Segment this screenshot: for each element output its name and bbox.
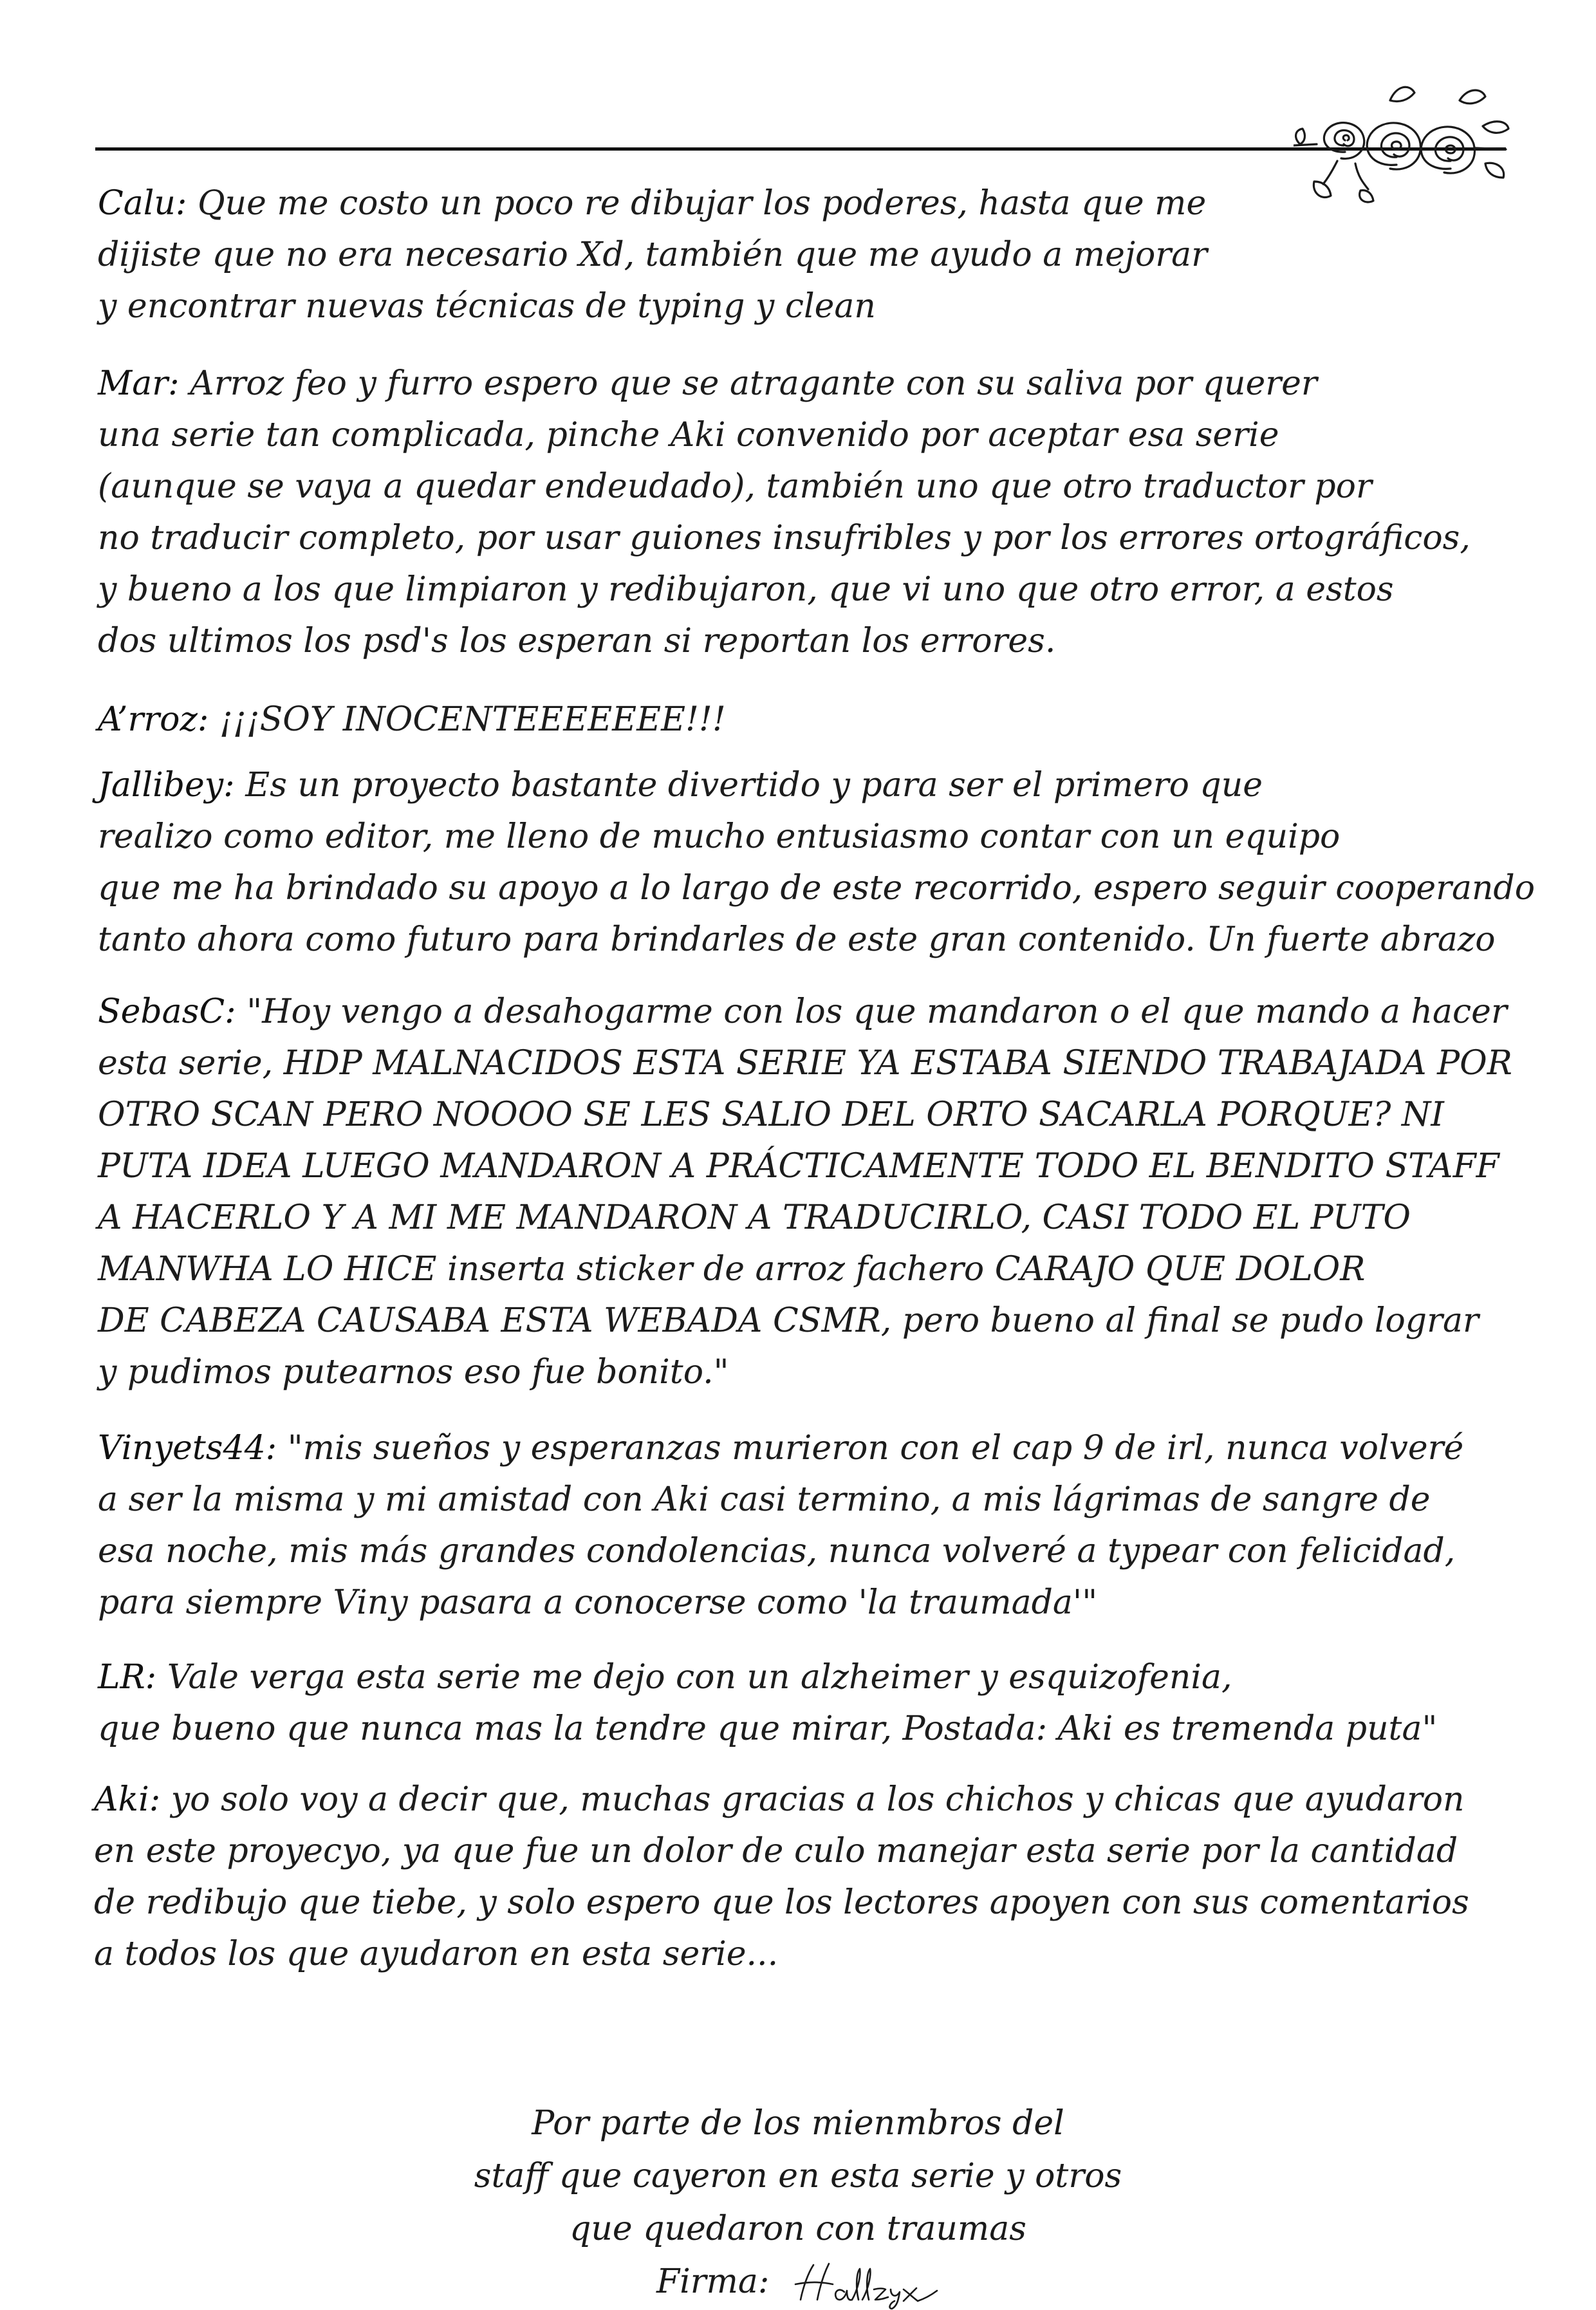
credit-entry-aki bbox=[94, 1774, 1510, 1980]
credit-text: Vale verga esta serie me dejo con un alzheimer y esquizofenia, bbox=[156, 1658, 1232, 1697]
credit-text: "Hoy vengo a desahogarme con los que mandaron o el que mando a hacer bbox=[236, 992, 1507, 1031]
credit-text: MANWHA LO HICE inserta sticker de arroz fachero CARAJO QUE DOLOR bbox=[98, 1250, 1366, 1289]
signature-line bbox=[412, 2255, 1184, 2310]
closing-line: que quedaron con traumas bbox=[570, 2210, 1026, 2248]
signature-label: Firma: bbox=[656, 2262, 770, 2301]
credit-text: "mis sueños y esperanzas murieron con el cap 9 de irl, nunca volveré bbox=[277, 1429, 1464, 1467]
credit-text: una serie tan complicada, pinche Aki convenido por aceptar esa serie bbox=[98, 416, 1279, 454]
credit-text: en este proyecyo, ya que fue un dolor de culo manejar esta serie por la cantidad bbox=[94, 1832, 1458, 1870]
credit-text: DE CABEZA CAUSABA ESTA WEBADA CSMR, pero bueno al final se pudo lograr bbox=[98, 1301, 1479, 1340]
credit-name: A’rroz: bbox=[98, 700, 209, 739]
credit-text: y bueno a los que limpiaron y redibujaron, que vi uno que otro error, a estos bbox=[98, 570, 1394, 609]
handwritten-signature bbox=[792, 2259, 940, 2310]
credit-text: Que me costo un poco re dibujar los poderes, hasta que me bbox=[187, 184, 1207, 223]
credit-entry-mar bbox=[98, 358, 1514, 667]
credit-text: yo solo voy a decir que, muchas gracias a los chichos y chicas que ayudaron bbox=[160, 1780, 1465, 1819]
credit-text: Arroz feo y furro espero que se atragante con su saliva por querer bbox=[179, 364, 1317, 403]
credit-text: que me ha brindado su apoyo a lo largo de este recorrido, espero seguir cooperando bbox=[98, 869, 1536, 908]
credit-text: ¡¡¡SOY INOCENTEEEEEEE!!! bbox=[209, 700, 726, 739]
credit-name: Calu: bbox=[98, 184, 187, 223]
credit-text: (aunque se vaya a quedar endeudado), también uno que otro traductor por bbox=[98, 467, 1372, 506]
credit-text: A HACERLO Y A MI ME MANDARON A TRADUCIRLO, CASI TODO EL PUTO bbox=[98, 1198, 1411, 1237]
credit-text: para siempre Viny pasara a conocerse como 'la traumada'" bbox=[98, 1583, 1098, 1622]
credit-name: Jallibey: bbox=[98, 766, 235, 805]
credit-text: de redibujo que tiebe, y solo espero que los lectores apoyen con sus comentarios bbox=[94, 1883, 1469, 1922]
credit-name: LR: bbox=[98, 1658, 157, 1697]
credit-entry-jallibey bbox=[98, 759, 1536, 965]
credit-entry-arroz bbox=[98, 694, 1514, 745]
credit-name: Vinyets44: bbox=[98, 1429, 277, 1467]
credit-name: Mar: bbox=[98, 364, 180, 403]
credit-text: dijiste que no era necesario Xd, también que me ayudo a mejorar bbox=[98, 236, 1208, 274]
credit-text: esta serie, HDP MALNACIDOS ESTA SERIE YA ESTABA SIENDO TRABAJADA POR bbox=[98, 1044, 1512, 1083]
credit-text: OTRO SCAN PERO NOOOO SE LES SALIO DEL ORTO SACARLA PORQUE? NI bbox=[98, 1095, 1444, 1134]
credit-text: realizo como editor, me lleno de mucho entusiasmo contar con un equipo bbox=[98, 817, 1341, 856]
closing-message bbox=[412, 2097, 1184, 2310]
credit-entry-lr bbox=[98, 1652, 1514, 1755]
credit-text: a todos los que ayudaron en esta serie... bbox=[94, 1935, 779, 1973]
closing-line: staff que cayeron en esta serie y otros bbox=[474, 2157, 1122, 2195]
credit-text: y pudimos putearnos eso fue bonito." bbox=[98, 1353, 729, 1392]
credit-text: y encontrar nuevas técnicas de typing y clean bbox=[98, 287, 876, 326]
credit-text: esa noche, mis más grandes condolencias, nunca volveré a typear con felicidad, bbox=[98, 1532, 1456, 1570]
credit-text: tanto ahora como futuro para brindarles de este gran contenido. Un fuerte abrazo bbox=[98, 920, 1496, 959]
credit-text: no traducir completo, por usar guiones insufribles y por los errores ortográficos, bbox=[98, 519, 1471, 557]
credit-entry-calu bbox=[98, 178, 1514, 332]
credit-text: PUTA IDEA LUEGO MANDARON A PRÁCTICAMENTE TODO EL BENDITO STAFF bbox=[98, 1147, 1499, 1186]
closing-line: Por parte de los mienmbros del bbox=[532, 2104, 1064, 2143]
credit-text: a ser la misma y mi amistad con Aki casi termino, a mis lágrimas de sangre de bbox=[98, 1480, 1431, 1519]
credit-text: Es un proyecto bastante divertido y para ser el primero que bbox=[234, 766, 1263, 805]
credit-text: que bueno que nunca mas la tendre que mirar, Postada: Aki es tremenda puta" bbox=[98, 1709, 1438, 1748]
credit-text: dos ultimos los psd's los esperan si reportan los errores. bbox=[98, 622, 1056, 660]
credit-name: SebasC: bbox=[98, 992, 236, 1031]
credit-entry-sebasc bbox=[98, 986, 1514, 1398]
credit-name: Aki: bbox=[94, 1780, 161, 1819]
credit-entry-vinyets44 bbox=[98, 1422, 1514, 1628]
